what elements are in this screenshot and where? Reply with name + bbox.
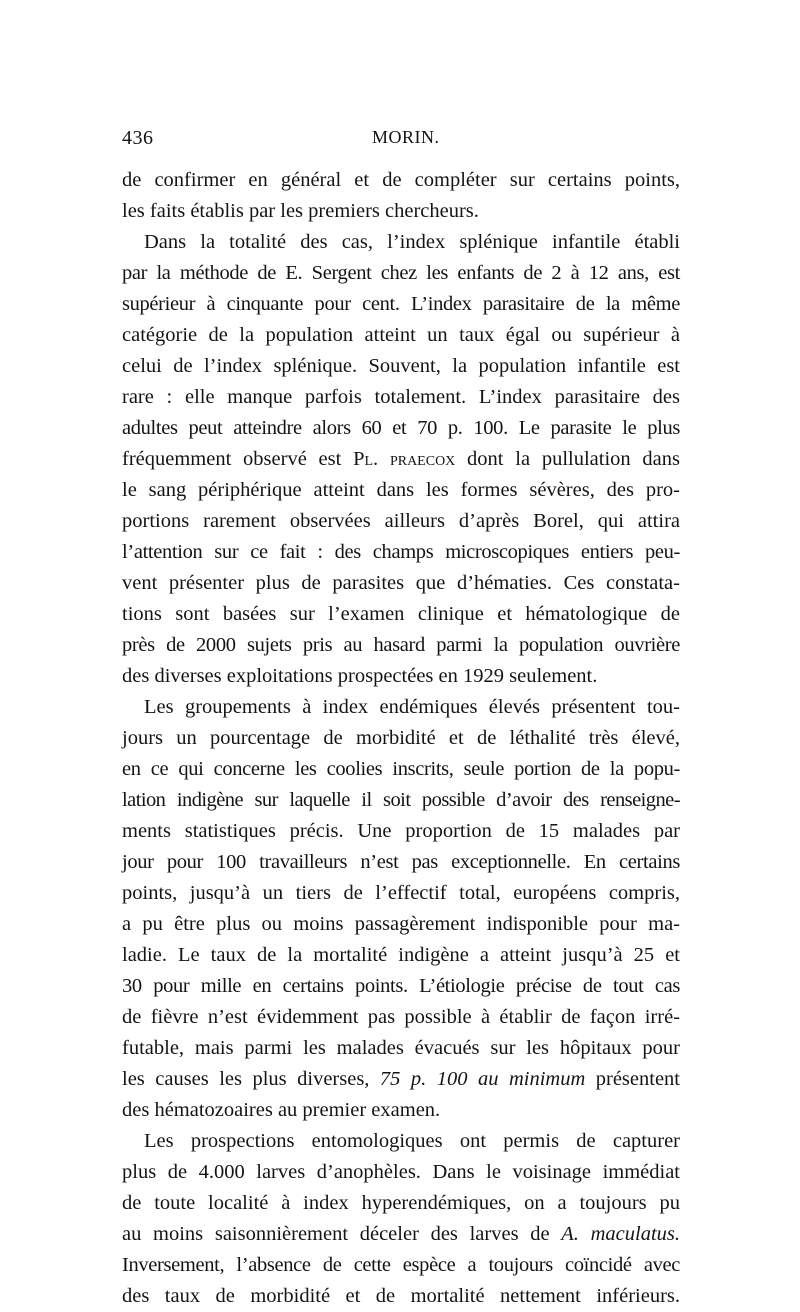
text-line: des taux de morbidité et de mortalité nettement inférieurs. — [122, 1285, 680, 1307]
text-line: ments statistiques précis. Une proportion de 15 malades par — [122, 820, 680, 842]
text-line: a pu être plus ou moins passagèrement indisponible pour ma- — [122, 913, 680, 935]
text-line — [122, 1064, 680, 1095]
text-line: plus de 4.000 larves d’anophèles. Dans le voisinage immédiat — [122, 1161, 680, 1183]
text-line: des diverses exploitations prospectées en 1929 seulement. — [122, 665, 598, 687]
text-run: au moins saisonnièrement déceler des larves de — [122, 1223, 562, 1245]
running-head: MORIN. — [372, 127, 440, 147]
text-line: 30 pour mille en certains points. L’étiologie précise de tout cas — [122, 975, 680, 997]
text-line: ladie. Le taux de la mortalité indigène a atteint jusqu’à 25 et — [122, 944, 680, 966]
text-line: le sang périphérique atteint dans les formes sévères, des pro- — [122, 479, 680, 501]
text-line: supérieur à cinquante pour cent. L’index parasitaire de la même — [122, 293, 680, 315]
text-line: près de 2000 sujets pris au hasard parmi la population ouvrière — [122, 634, 680, 656]
species-name: Pl. praecox — [353, 448, 456, 470]
text-run: dont la pullulation dans — [455, 448, 680, 470]
text-line: de fièvre n’est évidemment pas possible à établir de façon irré- — [122, 1006, 680, 1028]
text-line: de confirmer en général et de compléter sur certains points, — [122, 169, 680, 191]
text-line: adultes peut atteindre alors 60 et 70 p. 100. Le parasite le plus — [122, 417, 680, 439]
text-line: lation indigène sur laquelle il soit possible d’avoir des renseigne- — [122, 789, 680, 811]
text-line: des hématozoaires au premier examen. — [122, 1099, 441, 1121]
text-line: jour pour 100 travailleurs n’est pas exceptionnelle. En certains — [122, 851, 680, 873]
text-line: en ce qui concerne les coolies inscrits, seule portion de la popu- — [122, 758, 680, 780]
text-line: portions rarement observées ailleurs d’après Borel, qui attira — [122, 510, 680, 532]
text-line: les faits établis par les premiers chercheurs. — [122, 200, 479, 222]
text-run: présentent — [585, 1068, 680, 1090]
text-line: points, jusqu’à un tiers de l’effectif total, européens compris, — [122, 882, 680, 904]
text-line: Les prospections entomologiques ont permis de capturer — [144, 1130, 680, 1152]
italic-phrase: 75 p. 100 au minimum — [379, 1068, 586, 1090]
page-number: 436 — [122, 127, 154, 149]
text-line: futable, mais parmi les malades évacués sur les hôpitaux pour — [122, 1037, 680, 1059]
text-line: jours un pourcentage de morbidité et de léthalité très élevé, — [122, 727, 680, 749]
text-line: rare : elle manque parfois totalement. L’index parasitaire des — [122, 386, 680, 408]
text-line — [122, 1219, 680, 1250]
text-line: de toute localité à index hyperendémiques, on a toujours pu — [122, 1192, 680, 1214]
text-line: Les groupements à index endémiques élevés présentent tou- — [144, 696, 680, 718]
text-line — [122, 444, 680, 475]
species-name: A. maculatus. — [561, 1223, 681, 1245]
text-line: vent présenter plus de parasites que d’hématies. Ces constata- — [122, 572, 680, 594]
text-line: tions sont basées sur l’examen clinique et hématologique de — [122, 603, 680, 625]
body-text — [122, 165, 680, 1312]
text-line: celui de l’index splénique. Souvent, la population infantile est — [122, 355, 680, 377]
text-line: l’attention sur ce fait : des champs microscopiques entiers peu- — [122, 541, 680, 563]
text-run: fréquemment observé est — [122, 448, 354, 470]
text-run: les causes les plus diverses, — [122, 1068, 380, 1090]
text-line: par la méthode de E. Sergent chez les enfants de 2 à 12 ans, est — [122, 262, 680, 284]
text-line: Dans la totalité des cas, l’index splénique infantile établi — [144, 231, 680, 253]
text-line: Inversement, l’absence de cette espèce a toujours coïncidé avec — [122, 1254, 680, 1276]
text-line: catégorie de la population atteint un taux égal ou supérieur à — [122, 324, 680, 346]
